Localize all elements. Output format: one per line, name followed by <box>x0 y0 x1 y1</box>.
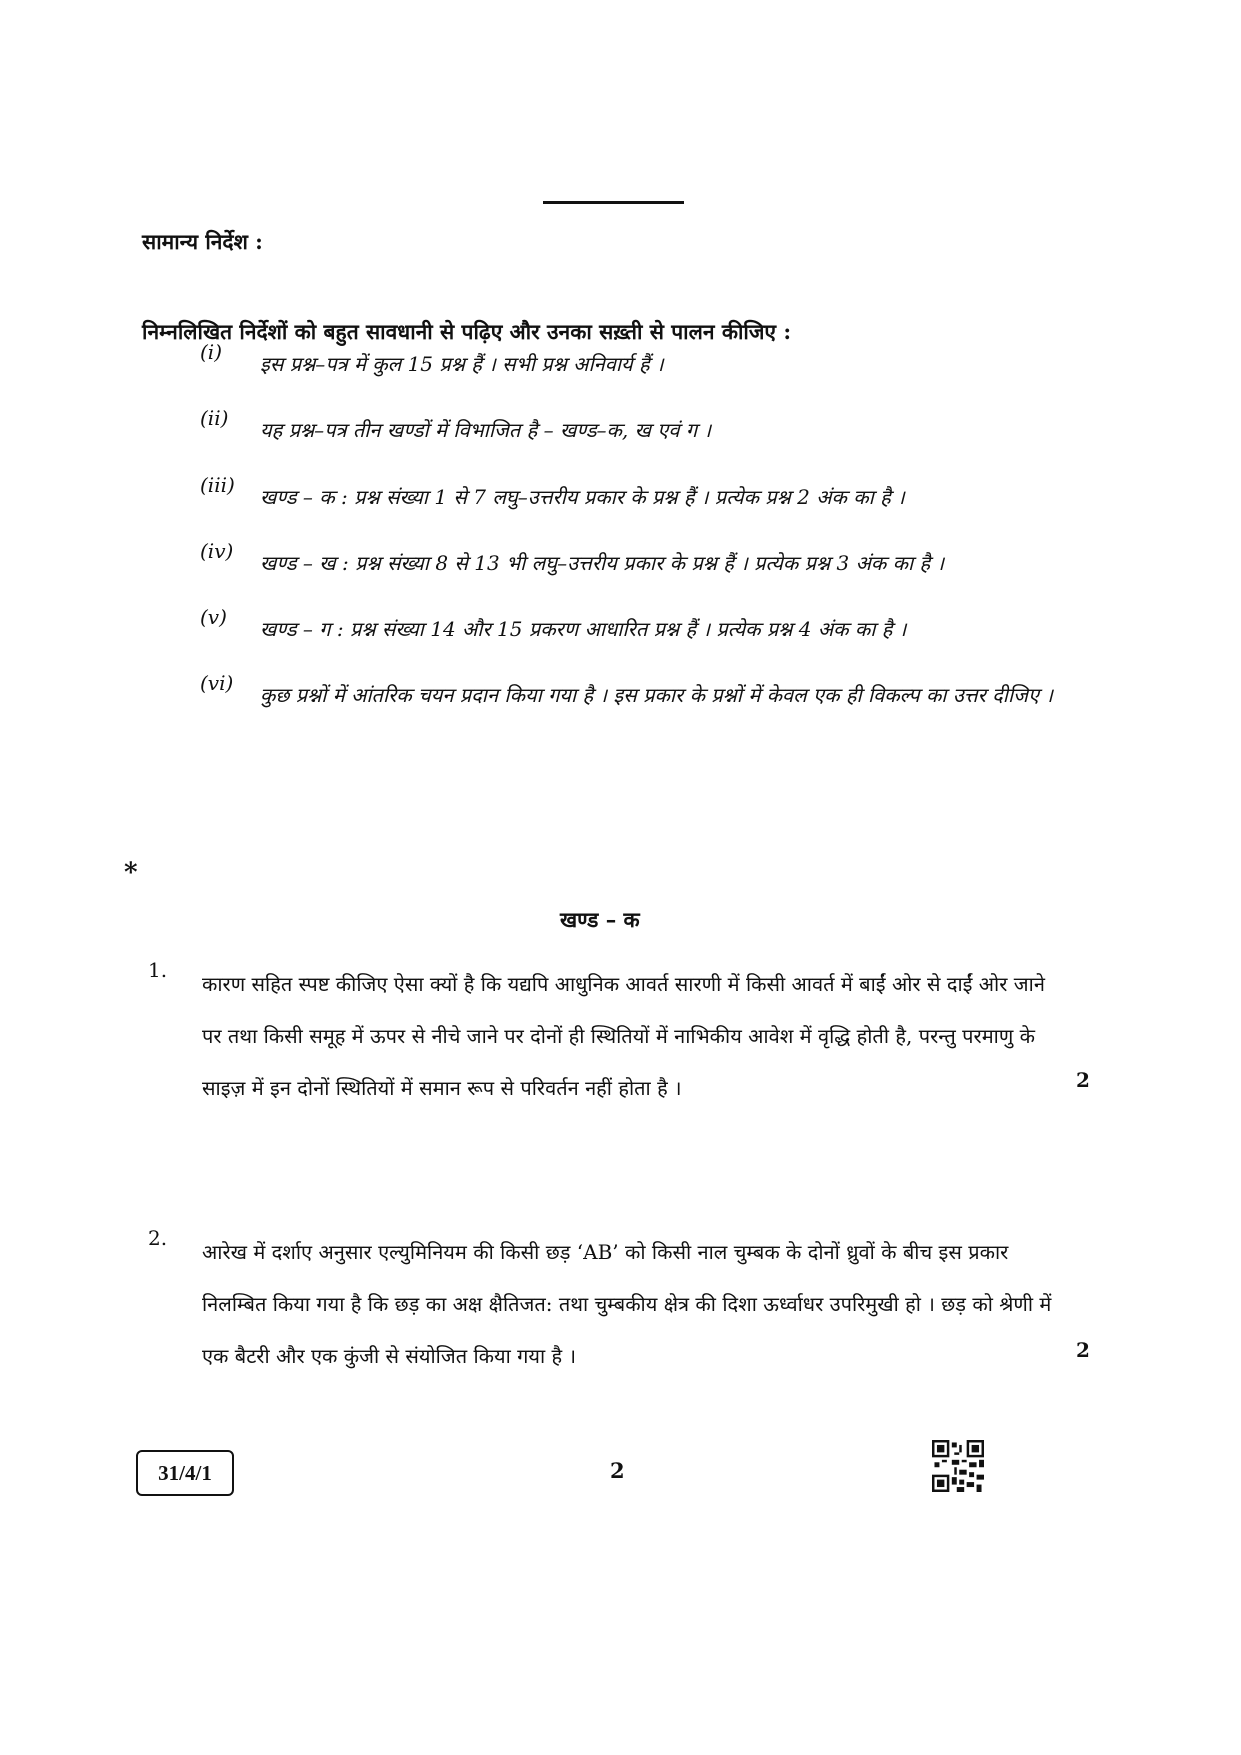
instruction-number: (v) <box>200 605 227 629</box>
top-rule <box>543 201 684 204</box>
question-text: कारण सहित स्पष्ट कीजिए ऐसा क्यों है कि यद्यपि आधुनिक आवर्त सारणी में किसी आवर्त में बाईं ओर से दाईं ओर जाने पर तथा किसी समूह में ऊपर से नीचे जाने पर दोनों ही स्थितियों में नाभिकीय आवेश में वृद्धि होती है, परन्तु परमाणु के साइज़ में इन दोनों स्थितियों में समान रूप से परिवर्तन नहीं होता है । <box>202 972 1045 1100</box>
question-text: आरेख में दर्शाए अनुसार एल्युमिनियम की किसी छड़ ‘AB’ को किसी नाल चुम्बक के दोनों ध्रुवों के बीच इस प्रकार निलम्बित किया गया है कि छड़ का अक्ष क्षैतिजत: तथा चुम्बकीय क्षेत्र की दिशा ऊर्ध्वाधर उपरिमुखी हो । छड़ को श्रेणी में एक बैटरी और एक कुंजी से संयोजित किया गया है । <box>202 1240 1052 1368</box>
section-title: खण्ड – क <box>560 907 640 932</box>
question-number: 1. <box>148 958 168 982</box>
question-number: 2. <box>148 1226 168 1250</box>
instruction-number: (i) <box>200 340 223 364</box>
question-marks: 2 <box>1076 1068 1090 1092</box>
page-number: 2 <box>610 1458 625 1483</box>
instruction-text: यह प्रश्न–पत्र तीन खण्डों में विभाजित है – खण्ड–क, ख एवं ग । <box>260 418 712 442</box>
instruction-number: (vi) <box>200 671 234 695</box>
instruction-text: खण्ड – ग : प्रश्न संख्या 14 और 15 प्रकरण आधारित प्रश्न हैं । प्रत्येक प्रश्न 4 अंक का है । <box>260 617 907 641</box>
qr-code-icon <box>932 1440 984 1492</box>
instruction-text: इस प्रश्न–पत्र में कुल 15 प्रश्न हैं । सभी प्रश्न अनिवार्य हैं । <box>260 352 664 376</box>
instruction-number: (ii) <box>200 406 229 430</box>
instruction-text: कुछ प्रश्नों में आंतरिक चयन प्रदान किया गया है । इस प्रकार के प्रश्नों में केवल एक ही विकल्प का उत्तर दीजिए । <box>260 683 1053 707</box>
question-marks: 2 <box>1076 1338 1090 1362</box>
instruction-number: (iv) <box>200 539 234 563</box>
instruction-text: खण्ड – ख : प्रश्न संख्या 8 से 13 भी लघु–उत्तरीय प्रकार के प्रश्न हैं । प्रत्येक प्रश्न 3 अंक का है । <box>260 551 945 575</box>
asterisk-mark: * <box>124 858 138 888</box>
instruction-number: (iii) <box>200 473 235 497</box>
paper-code: 31/4/1 <box>136 1450 234 1496</box>
general-instructions-heading: सामान्य निर्देश : <box>142 229 263 254</box>
instructions-intro: निम्नलिखित निर्देशों को बहुत सावधानी से पढ़िए और उनका सख़्ती से पालन कीजिए : <box>142 319 792 344</box>
instruction-text: खण्ड – क : प्रश्न संख्या 1 से 7 लघु–उत्तरीय प्रकार के प्रश्न हैं । प्रत्येक प्रश्न 2 अंक का है । <box>260 485 905 509</box>
